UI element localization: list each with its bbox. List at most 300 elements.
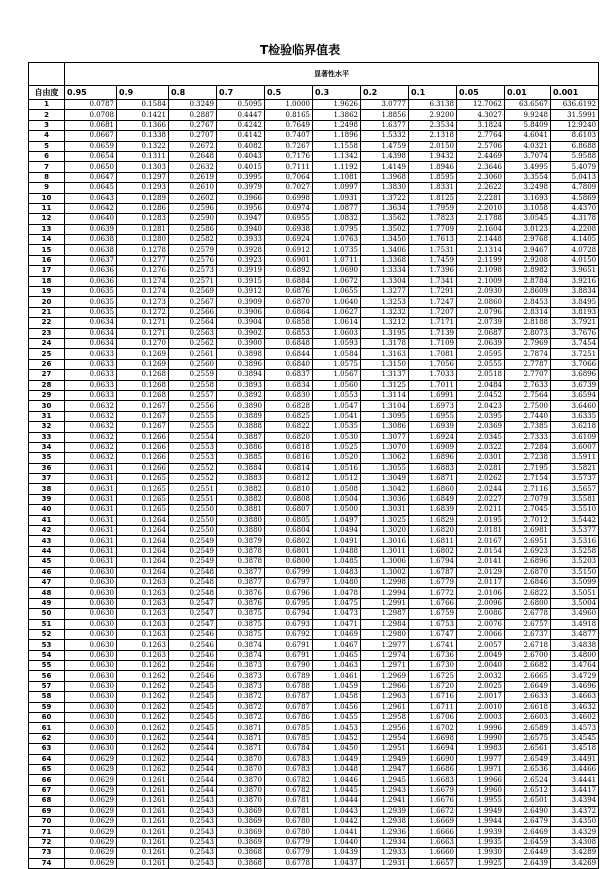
critical-value-cell: 0.1262 [117, 723, 169, 733]
critical-value-cell: 0.0631 [65, 536, 117, 546]
critical-value-cell: 0.1264 [117, 546, 169, 556]
critical-value-cell: 3.4394 [551, 796, 599, 806]
critical-value-cell: 1.6779 [409, 577, 457, 587]
critical-value-cell: 1.6702 [409, 723, 457, 733]
critical-value-cell: 3.4350 [551, 816, 599, 826]
critical-value-cell: 1.3114 [361, 390, 409, 400]
critical-value-cell: 3.5316 [551, 536, 599, 546]
critical-value-cell: 0.6858 [265, 318, 313, 328]
critical-value-cell: 1.0553 [313, 390, 361, 400]
critical-value-cell: 3.3554 [505, 172, 551, 182]
df-cell: 8 [29, 172, 65, 182]
critical-value-cell: 1.9935 [457, 837, 505, 847]
critical-value-cell: 1.6849 [409, 494, 457, 504]
critical-value-cell: 1.6666 [409, 827, 457, 837]
critical-value-cell: 0.0630 [65, 733, 117, 743]
critical-value-cell: 1.2931 [361, 858, 409, 868]
table-row [29, 567, 599, 577]
critical-value-cell: 0.2544 [169, 744, 217, 754]
critical-value-cell: 1.7011 [409, 380, 457, 390]
critical-value-cell: 0.1265 [117, 484, 169, 494]
critical-value-cell: 2.0369 [457, 422, 505, 432]
critical-value-cell: 0.6792 [265, 629, 313, 639]
critical-value-cell: 0.2543 [169, 848, 217, 858]
critical-value-cell: 0.6825 [265, 411, 313, 421]
table-row [29, 671, 599, 681]
critical-value-cell: 0.3933 [217, 235, 265, 245]
critical-value-cell: 1.0997 [313, 183, 361, 193]
critical-value-cell: 0.3870 [217, 796, 265, 806]
critical-value-cell: 0.1289 [117, 193, 169, 203]
critical-value-cell: 0.6778 [265, 858, 313, 868]
df-cell: 69 [29, 806, 65, 816]
critical-value-cell: 2.0281 [457, 463, 505, 473]
critical-value-cell: 0.2579 [169, 245, 217, 255]
critical-value-cell: 0.3888 [217, 422, 265, 432]
critical-value-cell: 2.9467 [505, 245, 551, 255]
critical-value-cell: 0.0635 [65, 297, 117, 307]
critical-value-cell: 0.4142 [217, 131, 265, 141]
critical-value-cell: 0.6876 [265, 287, 313, 297]
critical-value-cell: 1.1192 [313, 162, 361, 172]
critical-value-cell: 0.6870 [265, 297, 313, 307]
df-cell: 67 [29, 785, 65, 795]
critical-value-cell: 2.2281 [457, 193, 505, 203]
critical-value-cell: 1.9983 [457, 744, 505, 754]
critical-value-cell: 3.5510 [551, 505, 599, 515]
critical-value-cell: 0.3904 [217, 318, 265, 328]
critical-value-cell: 0.7027 [265, 183, 313, 193]
critical-value-cell: 0.1274 [117, 287, 169, 297]
level-header-row [29, 86, 599, 100]
critical-value-cell: 2.0639 [457, 338, 505, 348]
critical-value-cell: 2.0117 [457, 577, 505, 587]
critical-value-cell: 1.0504 [313, 494, 361, 504]
df-cell: 63 [29, 744, 65, 754]
critical-value-cell: 0.3902 [217, 328, 265, 338]
critical-value-cell: 0.6955 [265, 214, 313, 224]
critical-value-cell: 0.3874 [217, 640, 265, 650]
critical-value-cell: 0.2546 [169, 661, 217, 671]
level-header-cell: 0.001 [551, 86, 599, 100]
table-row [29, 100, 599, 110]
critical-value-cell: 1.9939 [457, 827, 505, 837]
critical-value-cell: 0.6783 [265, 754, 313, 764]
critical-value-cell: 1.8946 [409, 162, 457, 172]
critical-value-cell: 1.8856 [361, 110, 409, 120]
critical-value-cell: 0.3873 [217, 671, 265, 681]
critical-value-cell: 0.3868 [217, 858, 265, 868]
critical-value-cell: 2.1199 [457, 255, 505, 265]
critical-value-cell: 1.6711 [409, 702, 457, 712]
critical-value-cell: 2.6512 [505, 785, 551, 795]
critical-value-cell: 0.6812 [265, 474, 313, 484]
critical-value-cell: 0.3885 [217, 453, 265, 463]
critical-value-cell: 1.0500 [313, 505, 361, 515]
critical-value-cell: 0.2544 [169, 775, 217, 785]
table-row [29, 151, 599, 161]
critical-value-cell: 1.3011 [361, 546, 409, 556]
critical-value-cell: 0.6790 [265, 661, 313, 671]
table-row [29, 141, 599, 151]
critical-value-cell: 1.9955 [457, 796, 505, 806]
critical-value-cell: 0.6787 [265, 692, 313, 702]
critical-value-cell: 0.1265 [117, 505, 169, 515]
level-header-cell: 0.1 [409, 86, 457, 100]
table-row [29, 723, 599, 733]
critical-value-cell: 0.2767 [169, 120, 217, 130]
critical-value-cell: 3.4269 [551, 858, 599, 868]
critical-value-cell: 0.1263 [117, 609, 169, 619]
critical-value-cell: 0.0632 [65, 453, 117, 463]
df-cell: 48 [29, 588, 65, 598]
table-row [29, 401, 599, 411]
critical-value-cell: 8.6103 [551, 131, 599, 141]
critical-value-cell: 0.6828 [265, 401, 313, 411]
critical-value-cell: 2.8609 [505, 287, 551, 297]
critical-value-cell: 0.2576 [169, 255, 217, 265]
critical-value-cell: 1.7459 [409, 255, 457, 265]
critical-value-cell: 0.3881 [217, 505, 265, 515]
critical-value-cell: 1.9977 [457, 754, 505, 764]
critical-value-cell: 1.0488 [313, 546, 361, 556]
critical-value-cell: 3.5377 [551, 526, 599, 536]
critical-value-cell: 1.6924 [409, 432, 457, 442]
critical-value-cell: 1.0567 [313, 370, 361, 380]
critical-value-cell: 2.7238 [505, 453, 551, 463]
critical-value-cell: 0.0630 [65, 713, 117, 723]
critical-value-cell: 0.6780 [265, 827, 313, 837]
critical-value-cell: 3.4518 [551, 744, 599, 754]
critical-value-cell: 0.0633 [65, 370, 117, 380]
critical-value-cell: 0.6844 [265, 349, 313, 359]
critical-value-cell: 3.0545 [505, 214, 551, 224]
critical-value-cell: 2.6549 [505, 754, 551, 764]
critical-value-cell: 2.1604 [457, 224, 505, 234]
critical-value-cell: 2.6870 [505, 567, 551, 577]
critical-value-cell: 0.2546 [169, 640, 217, 650]
critical-value-cell: 0.0633 [65, 359, 117, 369]
critical-value-cell: 1.6694 [409, 744, 457, 754]
critical-value-cell: 0.0634 [65, 338, 117, 348]
critical-value-cell: 2.6665 [505, 671, 551, 681]
critical-value-cell: 1.0672 [313, 276, 361, 286]
critical-value-cell: 2.2622 [457, 183, 505, 193]
critical-value-cell: 1.3450 [361, 235, 409, 245]
critical-value-cell: 2.0010 [457, 702, 505, 712]
critical-value-cell: 2.6603 [505, 713, 551, 723]
critical-value-cell: 2.0049 [457, 650, 505, 660]
critical-value-cell: 1.0541 [313, 411, 361, 421]
critical-value-cell: 1.2941 [361, 796, 409, 806]
critical-value-cell: 0.0636 [65, 266, 117, 276]
critical-value-cell: 0.0633 [65, 380, 117, 390]
critical-value-cell: 1.6657 [409, 858, 457, 868]
critical-value-cell: 1.0450 [313, 744, 361, 754]
critical-value-cell: 2.1098 [457, 266, 505, 276]
table-row [29, 193, 599, 203]
critical-value-cell: 0.6805 [265, 515, 313, 525]
df-cell: 31 [29, 411, 65, 421]
critical-value-cell: 1.2963 [361, 692, 409, 702]
table-row [29, 505, 599, 515]
critical-value-cell: 2.1448 [457, 235, 505, 245]
critical-value-cell: 1.6663 [409, 837, 457, 847]
critical-value-cell: 1.2954 [361, 733, 409, 743]
critical-value-cell: 1.2947 [361, 765, 409, 775]
table-row [29, 463, 599, 473]
critical-value-cell: 3.5051 [551, 588, 599, 598]
critical-value-cell: 2.9768 [505, 235, 551, 245]
critical-value-cell: 3.2498 [505, 183, 551, 193]
critical-value-cell: 3.5442 [551, 515, 599, 525]
critical-value-cell: 1.0690 [313, 266, 361, 276]
df-cell: 21 [29, 307, 65, 317]
critical-value-cell: 1.6706 [409, 713, 457, 723]
critical-value-cell: 0.2582 [169, 235, 217, 245]
critical-value-cell: 1.6679 [409, 785, 457, 795]
critical-value-cell: 1.3006 [361, 557, 409, 567]
critical-value-cell: 0.0634 [65, 328, 117, 338]
df-cell: 59 [29, 702, 65, 712]
critical-value-cell: 1.0459 [313, 681, 361, 691]
critical-value-cell: 4.0728 [551, 245, 599, 255]
critical-value-cell: 0.1262 [117, 733, 169, 743]
critical-value-cell: 0.3880 [217, 526, 265, 536]
critical-value-cell: 3.5258 [551, 546, 599, 556]
table-row [29, 120, 599, 130]
critical-value-cell: 1.5332 [361, 131, 409, 141]
table-row [29, 307, 599, 317]
critical-value-cell: 3.7251 [551, 349, 599, 359]
critical-value-cell: 3.8495 [551, 297, 599, 307]
critical-value-cell: 0.0659 [65, 141, 117, 151]
critical-value-cell: 1.3025 [361, 515, 409, 525]
table-row [29, 546, 599, 556]
df-cell: 51 [29, 619, 65, 629]
df-cell: 3 [29, 120, 65, 130]
critical-value-cell: 3.4918 [551, 619, 599, 629]
critical-value-cell: 0.2543 [169, 816, 217, 826]
critical-value-cell: 0.6834 [265, 380, 313, 390]
table-row [29, 287, 599, 297]
critical-value-cell: 1.3334 [361, 266, 409, 276]
critical-value-cell: 0.6796 [265, 588, 313, 598]
critical-value-cell: 1.9930 [457, 848, 505, 858]
critical-value-cell: 0.3869 [217, 806, 265, 816]
critical-value-cell: 1.2951 [361, 744, 409, 754]
critical-value-cell: 0.2550 [169, 515, 217, 525]
critical-value-cell: 1.0491 [313, 536, 361, 546]
critical-value-cell: 0.3940 [217, 224, 265, 234]
critical-value-cell: 0.2545 [169, 702, 217, 712]
critical-value-cell: 0.6802 [265, 536, 313, 546]
critical-value-cell: 0.0787 [65, 100, 117, 110]
critical-value-cell: 2.7969 [505, 338, 551, 348]
critical-value-cell: 0.0708 [65, 110, 117, 120]
critical-value-cell: 0.3886 [217, 442, 265, 452]
critical-value-cell: 1.3212 [361, 318, 409, 328]
critical-value-cell: 2.7116 [505, 484, 551, 494]
critical-value-cell: 1.2939 [361, 806, 409, 816]
df-cell: 64 [29, 754, 65, 764]
critical-value-cell: 0.3956 [217, 203, 265, 213]
critical-value-cell: 0.2547 [169, 619, 217, 629]
critical-value-cell: 1.0483 [313, 567, 361, 577]
critical-value-cell: 3.6896 [551, 370, 599, 380]
critical-value-cell: 2.8188 [505, 318, 551, 328]
critical-value-cell: 3.4441 [551, 775, 599, 785]
critical-value-cell: 2.0096 [457, 598, 505, 608]
critical-value-cell: 0.0631 [65, 546, 117, 556]
table-row [29, 557, 599, 567]
critical-value-cell: 2.6575 [505, 733, 551, 743]
critical-value-cell: 1.6698 [409, 733, 457, 743]
df-cell: 53 [29, 640, 65, 650]
critical-value-cell: 2.7874 [505, 349, 551, 359]
critical-value-cell: 2.0181 [457, 526, 505, 536]
critical-value-cell: 3.0777 [361, 100, 409, 110]
critical-value-cell: 0.3912 [217, 287, 265, 297]
df-cell: 60 [29, 713, 65, 723]
critical-value-cell: 1.6787 [409, 567, 457, 577]
critical-value-cell: 3.5737 [551, 474, 599, 484]
critical-value-cell: 1.6690 [409, 754, 457, 764]
critical-value-cell: 2.6479 [505, 816, 551, 826]
critical-value-cell: 0.1271 [117, 328, 169, 338]
table-row [29, 588, 599, 598]
critical-value-cell: 0.2564 [169, 318, 217, 328]
critical-value-cell: 0.1278 [117, 245, 169, 255]
critical-value-cell: 0.8165 [265, 110, 313, 120]
df-cell: 38 [29, 484, 65, 494]
critical-value-cell: 0.7649 [265, 120, 313, 130]
critical-value-cell: 1.0535 [313, 422, 361, 432]
critical-value-cell: 0.1273 [117, 297, 169, 307]
critical-value-cell: 0.3884 [217, 463, 265, 473]
critical-value-cell: 1.0437 [313, 858, 361, 868]
critical-value-cell: 0.0632 [65, 411, 117, 421]
critical-value-cell: 2.0739 [457, 318, 505, 328]
critical-value-cell: 3.5004 [551, 598, 599, 608]
critical-value-cell: 0.1262 [117, 754, 169, 764]
critical-value-cell: 3.4372 [551, 806, 599, 816]
critical-value-cell: 0.6789 [265, 671, 313, 681]
critical-value-cell: 0.1269 [117, 349, 169, 359]
df-cell: 33 [29, 432, 65, 442]
critical-value-cell: 1.0735 [313, 245, 361, 255]
critical-value-cell: 1.3830 [361, 183, 409, 193]
critical-value-cell: 1.3968 [361, 172, 409, 182]
df-cell: 25 [29, 349, 65, 359]
df-cell: 54 [29, 650, 65, 660]
critical-value-cell: 0.1276 [117, 266, 169, 276]
table-row [29, 214, 599, 224]
critical-value-cell: 1.2984 [361, 619, 409, 629]
table-row [29, 609, 599, 619]
critical-value-cell: 1.0000 [265, 100, 313, 110]
critical-value-cell: 0.6784 [265, 744, 313, 754]
critical-value-cell: 0.0632 [65, 401, 117, 411]
df-cell: 47 [29, 577, 65, 587]
table-row [29, 224, 599, 234]
critical-value-cell: 0.6783 [265, 765, 313, 775]
critical-value-cell: 0.3928 [217, 245, 265, 255]
critical-value-cell: 0.0638 [65, 245, 117, 255]
critical-value-cell: 1.2949 [361, 754, 409, 764]
critical-value-cell: 0.2602 [169, 193, 217, 203]
critical-value-cell: 0.2567 [169, 297, 217, 307]
critical-value-cell: 0.1293 [117, 183, 169, 193]
critical-value-cell: 0.0629 [65, 827, 117, 837]
critical-value-cell: 0.6974 [265, 203, 313, 213]
critical-value-cell: 0.4043 [217, 151, 265, 161]
critical-value-cell: 1.9960 [457, 785, 505, 795]
critical-value-cell: 2.6536 [505, 765, 551, 775]
critical-value-cell: 1.4759 [361, 141, 409, 151]
critical-value-cell: 0.2552 [169, 463, 217, 473]
critical-value-cell: 2.3646 [457, 162, 505, 172]
critical-value-cell: 0.4447 [217, 110, 265, 120]
critical-value-cell: 3.7921 [551, 318, 599, 328]
critical-value-cell: 2.0930 [457, 287, 505, 297]
table-row [29, 494, 599, 504]
critical-value-cell: 2.6589 [505, 723, 551, 733]
table-row [29, 297, 599, 307]
critical-value-cell: 1.7081 [409, 349, 457, 359]
critical-value-cell: 0.6794 [265, 609, 313, 619]
critical-value-cell: 2.6649 [505, 681, 551, 691]
critical-value-cell: 0.0630 [65, 681, 117, 691]
table-row [29, 359, 599, 369]
critical-value-cell: 0.5095 [217, 100, 265, 110]
critical-value-cell: 0.3894 [217, 370, 265, 380]
critical-value-cell: 2.0003 [457, 713, 505, 723]
critical-value-cell: 1.7109 [409, 338, 457, 348]
critical-value-cell: 4.1405 [551, 235, 599, 245]
critical-value-cell: 0.3249 [169, 100, 217, 110]
critical-value-cell: 0.0629 [65, 754, 117, 764]
df-cell: 28 [29, 380, 65, 390]
critical-value-cell: 3.5911 [551, 453, 599, 463]
critical-value-cell: 0.3871 [217, 733, 265, 743]
critical-value-cell: 1.6883 [409, 463, 457, 473]
table-row [29, 338, 599, 348]
critical-value-cell: 1.3304 [361, 276, 409, 286]
critical-value-cell: 1.0446 [313, 775, 361, 785]
critical-value-cell: 0.2547 [169, 609, 217, 619]
critical-value-cell: 1.6686 [409, 765, 457, 775]
critical-value-cell: 0.2707 [169, 131, 217, 141]
df-cell: 5 [29, 141, 65, 151]
critical-value-cell: 3.5099 [551, 577, 599, 587]
critical-value-cell: 2.6459 [505, 837, 551, 847]
t-critical-value-table [28, 62, 599, 869]
critical-value-cell: 3.8193 [551, 307, 599, 317]
critical-value-cell: 0.0630 [65, 577, 117, 587]
critical-value-cell: 1.0452 [313, 733, 361, 743]
critical-value-cell: 0.1265 [117, 494, 169, 504]
critical-value-cell: 0.1338 [117, 131, 169, 141]
df-cell: 74 [29, 858, 65, 868]
critical-value-cell: 1.6839 [409, 505, 457, 515]
critical-value-cell: 2.6718 [505, 640, 551, 650]
critical-value-cell: 1.6860 [409, 484, 457, 494]
critical-value-cell: 2.7154 [505, 474, 551, 484]
critical-value-cell: 0.0654 [65, 151, 117, 161]
critical-value-cell: 0.0631 [65, 463, 117, 473]
critical-value-cell: 0.2545 [169, 692, 217, 702]
